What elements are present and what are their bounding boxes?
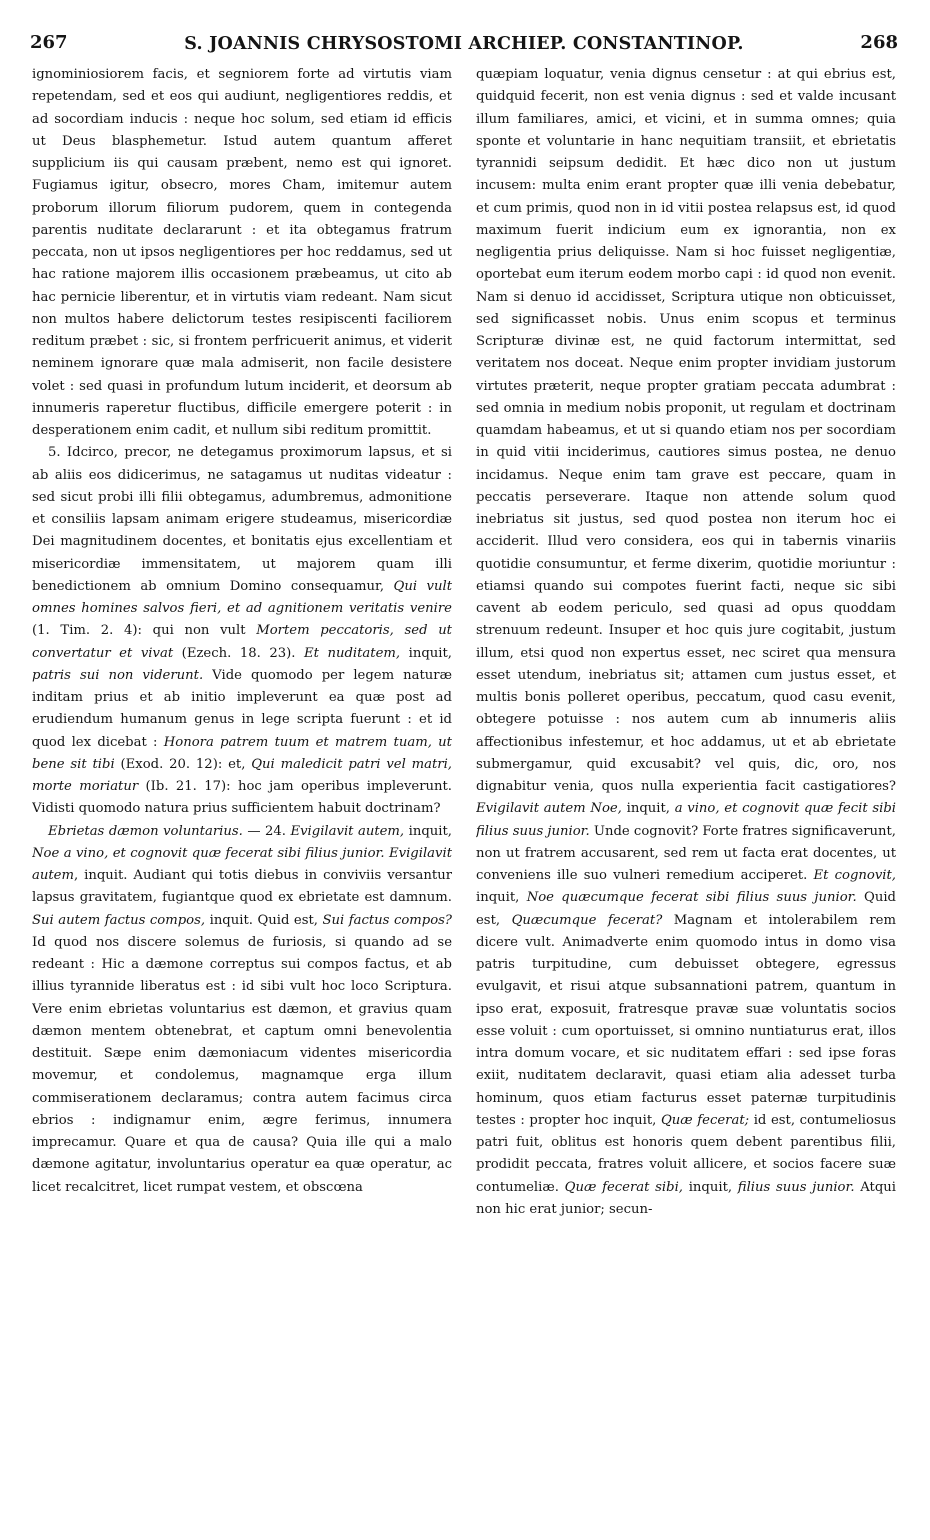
text-run: inquit. Quid est, bbox=[205, 912, 323, 928]
text-run: — 24. bbox=[242, 823, 291, 839]
text-run: Quid est, bbox=[476, 890, 896, 928]
text-run: (Exod. 20. 12): et, bbox=[114, 756, 252, 772]
italic-text-run: Quæ fecerat; bbox=[660, 1112, 750, 1128]
text-run: (Ezech. 18. 23). bbox=[173, 645, 304, 661]
left-column bbox=[32, 64, 452, 1526]
text-run: inquit, bbox=[404, 823, 452, 839]
paragraph bbox=[32, 64, 452, 442]
italic-text-run: patris sui non viderunt. bbox=[32, 667, 204, 683]
text-run: Unde cognovit? Forte fratres significaverunt, non ut fratrem accusarent, sed rem ut facta erat docentes, ut conveniens ille suo vulneri remedium acciperet. bbox=[476, 823, 896, 883]
running-title: S. JOANNIS CHRYSOSTOMI ARCHIEP. CONSTANTINOP. bbox=[184, 34, 744, 54]
italic-text-run: Ebrietas dæmon voluntarius. bbox=[48, 823, 243, 839]
italic-text-run: a vino, et cognovit quæ fecit sibi filius suus junior. bbox=[476, 801, 896, 839]
paragraph bbox=[32, 821, 452, 1199]
right-column bbox=[476, 64, 896, 1526]
italic-text-run: Mortem peccatoris, sed ut convertatur et vivat bbox=[32, 623, 452, 661]
text-run: Magnam et intolerabilem rem dicere vult. Animadverte enim quomodo intus in domo visa patris turpitudine, cum debuisset obtegere, egressus evulgavit, et risui atque subsannationi patrem, quantum in ipso erat, exposuit, fratresque pravæ suæ voluntatis socios esse voluit : cum oportuisset, si omnino nuntiaturus erat, illos intra domum vocare, et sic nuditatem effari : sed ipse foras exiit, nuditatem declaravit, quasi etiam alia adesset turba hominum, quos etiam facturus esset paternæ turpitudinis testes : propter hoc inquit, bbox=[476, 912, 896, 1128]
paragraph bbox=[32, 442, 452, 820]
text-run: inquit, bbox=[400, 645, 452, 661]
text-run: inquit, bbox=[621, 801, 675, 817]
text-run: ignominiosiorem facis, et segniorem forte ad virtutis viam repetendam, sed et eos qui audiunt, negligentiores reddis, et ad socordiam inducis : neque hoc solum, sed etiam id efficis ut Deus blasphemetur. Istud autem quantum afferet supplicium iis qui causam præbent, nemo est qui ignoret. Fugiamus igitur, obsecro, mores Cham, imitemur autem proborum illorum filiorum pudorem, quem in contegenda parentis nuditate declararunt : et ita obtegamus fratrum peccata, non ut ipsos negligentiores per hoc reddamus, sed ut hac ratione majorem illis occasionem præbeamus, ut cito ab hac pernicie liberentur, et in virtutis viam redeant. Nam sicut non multos habere delictorum testes resipiscenti faciliorem reditum præbet : sic, si frontem perfricuerit animus, et viderit neminem ignorare quæ mala admiserit, non facile desistere volet : sed quasi in profundum lutum inciderit, et deorsum ab innumeris raperetur fluctibus, difficile emergere poterit : in desperationem enim cadit, et nullum sibi reditum promittit. bbox=[32, 67, 452, 438]
text-run: Atqui non hic erat junior; secun- bbox=[476, 1179, 896, 1217]
text-run: , inquit. Audiant qui totis diebus in conviviis versantur lapsus gravitatem, fugiantque quod ex ebrietate est damnum. bbox=[32, 868, 452, 906]
italic-text-run: Evigilavit autem Noe, bbox=[476, 801, 622, 817]
text-run: (1. Tim. 2. 4): qui non vult bbox=[32, 623, 257, 639]
italic-text-run: Et nuditatem, bbox=[304, 645, 401, 661]
italic-text-run: Qui maledicit patri vel matri, morte moriatur bbox=[32, 756, 452, 794]
text-run: Id quod nos discere solemus de furiosis, si quando ad se redeant : Hic a dæmone correptus sui compos factus, et ab illius tyrannide liberatus est : id sibi vult hoc loco Scriptura. Vere enim ebrietas voluntarius est dæmon, et gravius quam dæmon mentem obtenebrat, et captum omni benevolentia destituit. Sæpe enim dæmoniacum videntes misericordia movemur, et condolemus, magnamque erga illum commiserationem declaramus; contra autem facimus circa ebrios : indignamur enim, ægre ferimus, innumera imprecamur. Quare et qua de causa? Quia ille qui a malo dæmone agitatur, involuntarius operatur ea quæ operatur, ac licet recalcitret, licet rumpat vestem, et obscœna bbox=[32, 934, 452, 1195]
italic-text-run: Quæcumque fecerat? bbox=[511, 912, 663, 928]
italic-text-run: Noe a vino, et cognovit quæ fecerat sibi filius junior. Evigilavit autem bbox=[32, 845, 452, 883]
running-header bbox=[30, 32, 898, 60]
italic-text-run: filius suus junior. bbox=[737, 1179, 855, 1195]
italic-text-run: Noe quæcumque fecerat sibi filius suus junior. bbox=[526, 890, 857, 906]
text-run: (Ib. 21. 17): hoc jam operibus impleverunt. Vidisti quomodo natura prius sufficientem habuit doctrinam? bbox=[32, 779, 452, 817]
italic-text-run: Et cognovit, bbox=[813, 868, 896, 883]
text-run: id est, contumeliosus patri fuit, oblitus est honoris quem debent parentibus filii, prodidit peccata, fratres voluit allicere, et socios facere suæ contumeliæ. bbox=[476, 1112, 896, 1195]
italic-text-run: Honora patrem tuum et matrem tuam, ut bene sit tibi bbox=[32, 734, 452, 772]
text-run: quæpiam loquatur, venia dignus censetur : at qui ebrius est, quidquid fecerit, non est venia dignus : sed et valde incusant illum familiares, amici, et vicini, et in summa omnes; quia sponte et voluntarie in hanc nequitiam transiit, et ebrietatis tyrannidi seipsum dedidit. Et hæc dico non ut justum incusem: multa enim erant propter quæ illi venia debebatur, et cum primis, quod non in id vitii postea relapsus est, id quod maximum fuerit indicium eum ex ignorantia, non ex negligentia prius deliquisse. Nam si hoc fuisset negligentiæ, oportebat eum iterum eodem morbo capi : id quod non evenit. Nam si denuo id accidisset, Scriptura utique non obticuisset, sed significasset nobis. Unus enim scopus et terminus Scripturæ divinæ est, ne quid factorum intermittat, sed veritatem nos doceat. Neque enim propter invidiam justorum virtutes præterit, neque propter gratiam peccata adumbrat : sed omnia in medium nobis proponit, ut regulam et doctrinam quamdam habeamus, et ut si quando etiam nos per socordiam in quid vitii inciderimus, cautiores simus postea, ne denuo incidamus. Neque enim tam grave est peccare, quam in peccatis perseverare. Itaque non attende solum quod inebriatus sit justus, sed quod postea non iterum hoc ei acciderit. Illud vero considera, eos qui in tabernis vinariis quotidie consumuntur, et ferme dixerim, quotidie moriuntur : etiamsi quando sui compotes fuerint facti, neque sic sibi cavent ab eodem periculo, sed quasi ad opus quoddam strenuum redeunt. Insuper et hoc quis jure cogitabit, justum illum, etsi quod non expertus esset, nec sciret qua mensura esset utendum, inebriatus sit; attamen cum justus esset, et multis bonis polleret operibus, peccatum, quod casu evenit, obtegere potuisse : nos autem cum ab innumeris aliis affectionibus infestemur, et hoc addamus, ut et ab ebrietate submergamur, quid excusabit? vel quis, dic, oro, nos dignabitur venia, quos nulla experientia facit castigatiores? bbox=[476, 67, 896, 794]
page-number-right: 268 bbox=[860, 32, 898, 53]
text-run: 5. Idcirco, precor, ne detegamus proximorum lapsus, et si ab aliis eos didicerimus, ne satagamus ut nuditas videatur : sed sicut probi illi filii obtegamus, adumbremus, admonitione et consiliis lapsam animam erigere studeamus, misericordiæ Dei magnitudinem docentes, et bonitatis ejus excellentiam et misericordiæ immensitatem, ut majorem quam illi benedictionem ab omnium Domino consequamur, bbox=[32, 445, 452, 594]
italic-text-run: Qui vult omnes homines salvos fieri, et ad agnitionem veritatis venire bbox=[32, 578, 452, 616]
text-run: Vide quomodo per legem naturæ inditam prius et ab initio impleverunt ea quæ post ad erudiendum humanum genus in lege scripta fuerunt : et id quod lex dicebat : bbox=[32, 667, 452, 750]
italic-text-run: Sui factus compos? bbox=[322, 912, 452, 928]
italic-text-run: Quæ fecerat sibi, bbox=[564, 1179, 683, 1195]
text-run: inquit, bbox=[476, 890, 527, 906]
text-run: inquit, bbox=[683, 1179, 738, 1195]
italic-text-run: Evigilavit autem, bbox=[290, 823, 405, 839]
paragraph bbox=[476, 64, 896, 1221]
page-number-left: 267 bbox=[30, 32, 68, 53]
italic-text-run: Sui autem factus compos, bbox=[32, 912, 206, 928]
